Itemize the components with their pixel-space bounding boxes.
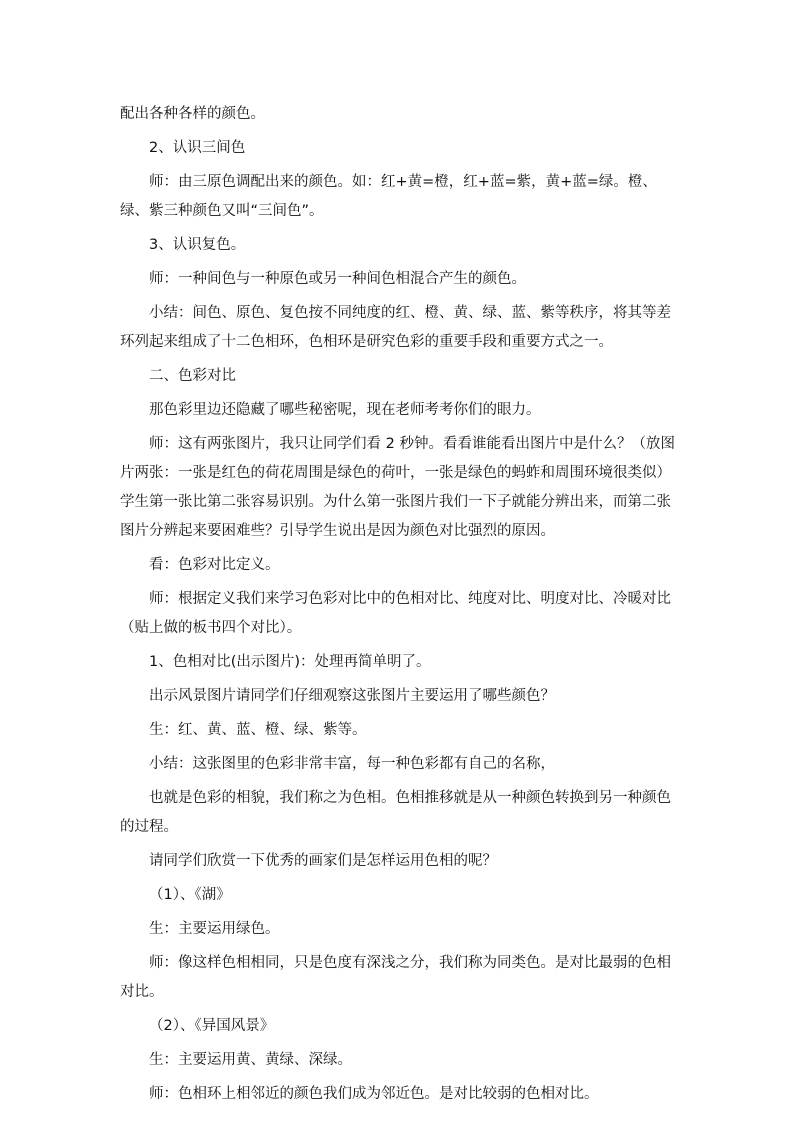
body-paragraph: 师：这有两张图片，我只让同学们看 2 秒钟。看看谁能看出图片中是什么？（放图片两张：一张是红色的荷花周围是绿色的荷叶，一张是绿色的蚂蚱和周围环境很类似）学生第一张比第二张容易识别。为什么第一张图片我们一下子就能分辨出来，而第二张图片分辨起来要困难些？引导学生说出是因为颜色对比强烈的原因。: [120, 436, 675, 539]
body-paragraph: 那色彩里边还隐藏了哪些秘密呢，现在老师考考你们的眼力。: [149, 402, 541, 418]
body-paragraph: 师：根据定义我们来学习色彩对比中的色相对比、纯度对比、明度对比、冷暖对比（贴上做的板书四个对比）。: [120, 591, 671, 636]
list-item: （1）、《湖》: [149, 887, 231, 903]
section-heading: 3、认识复色。: [149, 237, 246, 253]
body-paragraph: 小结：间色、原色、复色按不同纯度的红、橙、黄、绿、蓝、紫等秩序，将其等差环列起来组成了十二色相环，色相环是研究色彩的重要手段和重要方式之一。: [120, 305, 671, 350]
body-paragraph: 生：主要运用绿色。: [149, 921, 280, 937]
body-paragraph: 配出各种各样的颜色。: [120, 106, 265, 122]
body-paragraph: 小结：这张图里的色彩非常丰富，每一种色彩都有自己的名称，: [149, 756, 555, 772]
section-heading: 二、色彩对比: [149, 368, 236, 384]
body-paragraph: 师：像这样色相相同，只是色度有深浅之分，我们称为同类色。是对比最弱的色相对比。: [120, 955, 671, 1000]
body-paragraph: 师：由三原色调配出来的颜色。如：红+黄=橙，红+蓝=紫，黄+蓝=绿。橙、绿、紫三种颜色又叫“三间色”。: [120, 174, 657, 219]
body-paragraph: 也就是色彩的相貌，我们称之为色相。色相推移就是从一种颜色转换到另一种颜色的过程。: [120, 790, 671, 835]
section-heading: 1、色相对比(出示图片)：处理再简单明了。: [149, 654, 431, 670]
body-paragraph: 看：色彩对比定义。: [149, 557, 280, 573]
body-paragraph: 生：主要运用黄、黄绿、深绿。: [149, 1052, 352, 1068]
body-paragraph: 请同学们欣赏一下优秀的画家们是怎样运用色相的呢？: [149, 853, 497, 869]
document-body: [120, 100, 680, 1114]
list-item: （2）、《异国风景》: [149, 1018, 275, 1034]
body-paragraph: 师：一种间色与一种原色或另一种间色相混合产生的颜色。: [149, 271, 526, 287]
body-paragraph: 出示风景图片请同学们仔细观察这张图片主要运用了哪些颜色？: [149, 688, 555, 704]
body-paragraph: 师：色相环上相邻近的颜色我们成为邻近色。是对比较弱的色相对比。: [149, 1086, 599, 1102]
body-paragraph: 生：红、黄、蓝、橙、绿、紫等。: [149, 722, 367, 738]
section-heading: 2、认识三间色: [149, 140, 246, 156]
